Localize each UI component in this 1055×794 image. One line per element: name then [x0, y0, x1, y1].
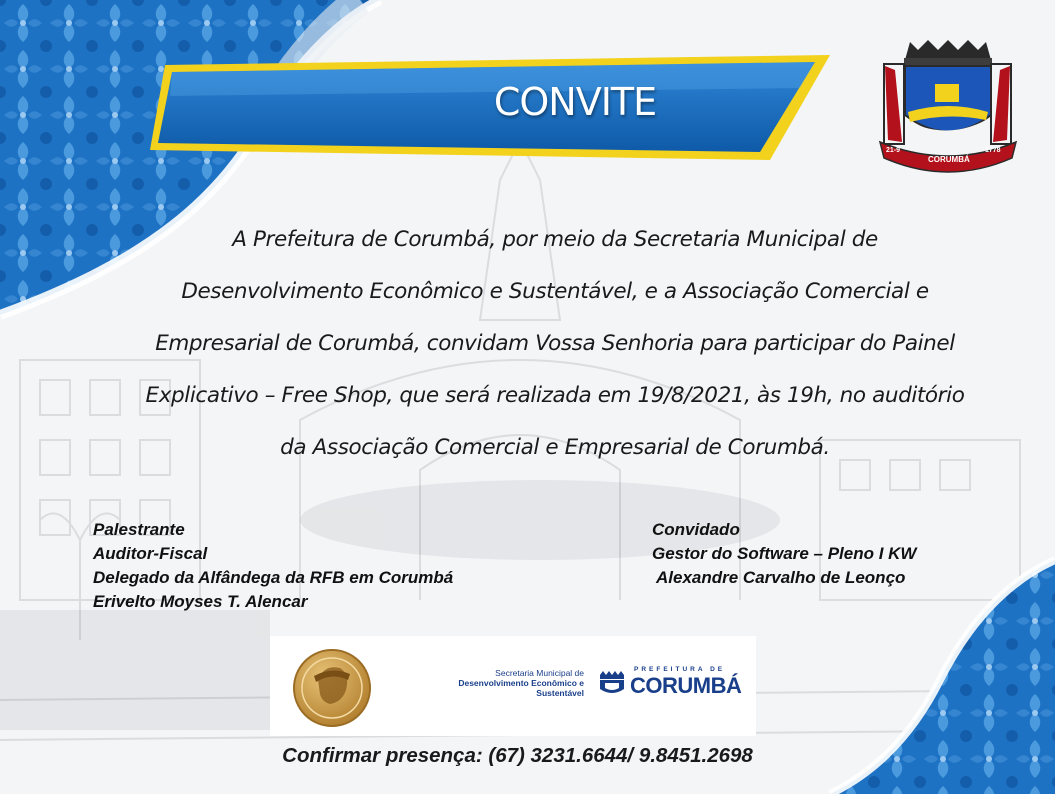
crest-city: CORUMBÁ — [928, 155, 970, 164]
confirm-presence: Confirmar presença: (67) 3231.6644/ 9.8451.2698 — [282, 744, 753, 767]
invitation-body — [95, 218, 1015, 478]
body-line: Explicativo – Free Shop, que será realizada em 19/8/2021, às 19h, no auditório — [145, 383, 965, 408]
prefeitura-emblem-icon — [597, 671, 627, 697]
secretaria-line3: Sustentável — [536, 688, 584, 698]
speaker-office: Delegado da Alfândega da RFB em Corumbá — [93, 568, 454, 587]
medal-logo-icon — [284, 640, 384, 740]
speaker-role: Palestrante — [93, 520, 185, 539]
invitation-title: CONVITE — [493, 80, 657, 124]
guest-position: Gestor do Software – Pleno I KW — [652, 544, 917, 563]
secretaria-logo — [440, 668, 584, 698]
guest-block — [652, 518, 916, 590]
body-line: Empresarial de Corumbá, convidam Vossa Senhoria para participar do Painel — [155, 331, 955, 356]
body-line: Desenvolvimento Econômico e Sustentável, e a Associação Comercial e — [181, 279, 929, 304]
speaker-block — [93, 518, 453, 614]
speaker-position: Auditor-Fiscal — [93, 544, 208, 563]
guest-name: Alexandre Carvalho de Leonço — [656, 568, 906, 587]
secretaria-line2: Desenvolvimento Econômico e — [458, 678, 584, 688]
speaker-name: Erivelto Moyses T. Alencar — [93, 592, 308, 611]
coat-of-arms-icon — [880, 40, 1016, 172]
body-line: A Prefeitura de Corumbá, por meio da Secretaria Municipal de — [232, 227, 878, 252]
secretaria-line1: Secretaria Municipal de — [495, 668, 584, 678]
guest-role: Convidado — [652, 520, 740, 539]
prefeitura-name: CORUMBÁ — [630, 673, 742, 698]
crest-right-date: 1778 — [985, 147, 1001, 154]
prefeitura-label: PREFEITURA DE — [634, 666, 726, 673]
body-line: da Associação Comercial e Empresarial de Corumbá. — [280, 435, 830, 460]
crest-left-date: 21-9 — [886, 147, 901, 154]
